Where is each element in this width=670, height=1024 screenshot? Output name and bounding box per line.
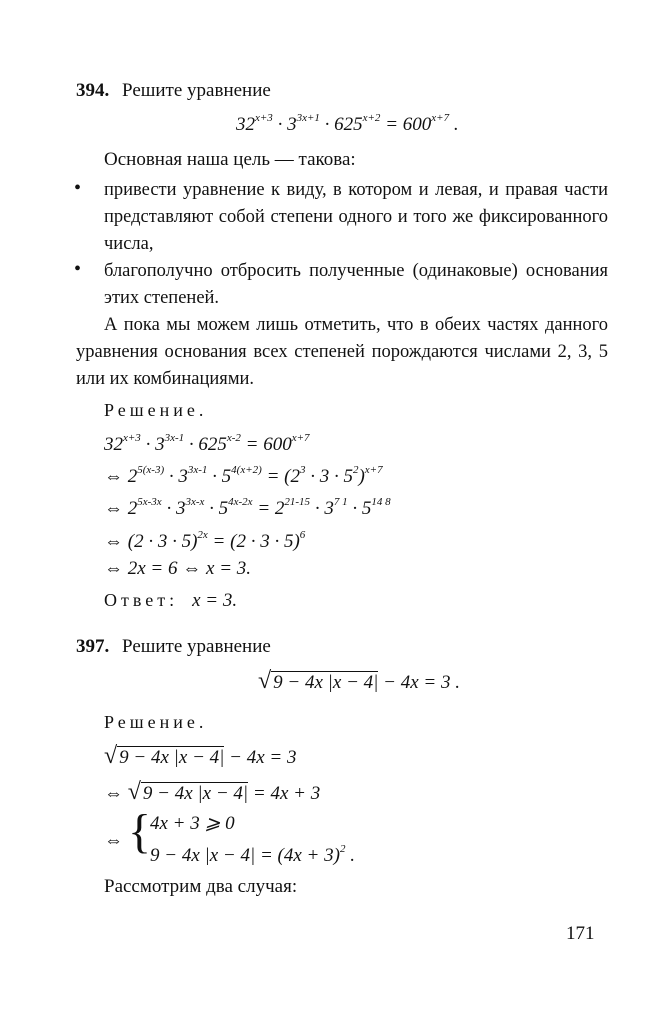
solution-397-line-1: √ 9 − 4x |x − 4| − 4x = 3 bbox=[104, 743, 297, 769]
answer-label: Ответ: bbox=[104, 590, 179, 610]
solution-394-line-5: ⇔ 2x = 6 ⇔ x = 3. bbox=[104, 558, 252, 579]
goal-intro: Основная наша цель — такова: bbox=[104, 149, 356, 170]
cases-intro: Рассмотрим два случая: bbox=[104, 876, 298, 897]
problem-394-prompt: Решите уравнение bbox=[122, 80, 271, 101]
bullet-item-2: благополучно отбросить полученные (одинаковые) основания этих степеней. bbox=[104, 261, 608, 308]
problem-394-header bbox=[76, 80, 271, 102]
solution-heading-394: Решение. bbox=[104, 400, 208, 420]
solution-394-line-2: ⇔ $2^{5(x-3)} \cdot 3^{3x-1} \cdot 5^{4(x+2)} = (2^3 \cdot 3 \cdot 5^2)^{x+7}$ bbox=[104, 464, 383, 487]
problem-397-prompt: Решите уравнение bbox=[122, 636, 271, 657]
equation-394-a: $32^{x+3} \cdot 3^{3x+1} \cdot 625^{x+2} = 600^{x+7}$ . bbox=[236, 112, 459, 135]
solution-394-line-3: ⇔ $2^{5x-3x} \cdot 3^{3x-x} \cdot 5^{4x-2x} = 2^{21-15} \cdot 3^{7 1} \cdot 5^{14 8}$ bbox=[104, 496, 391, 519]
problem-394-number: 394. bbox=[76, 80, 110, 101]
problem-394-equation bbox=[236, 112, 459, 136]
bullet-icon: • bbox=[74, 258, 82, 280]
bullet-item-1: привести уравнение к виду, в котором и левая, и правая части представляют собой степени одного и того же фиксированного числа, bbox=[104, 180, 608, 254]
answer-394 bbox=[104, 590, 237, 612]
remark-paragraph: А пока мы можем лишь отметить, что в обеих частях данного уравнения основания всех степеней порождаются числами 2, 3, 5 или их комбинациями. bbox=[76, 315, 608, 389]
solution-394-line-4: ⇔ $(2 \cdot 3 \cdot 5)^{2x} = (2 \cdot 3 \cdot 5)^6$ bbox=[104, 529, 306, 552]
problem-397-number: 397. bbox=[76, 636, 110, 657]
solution-heading-397: Решение. bbox=[104, 712, 208, 732]
answer-value: x = 3. bbox=[192, 590, 238, 611]
problem-397-equation: √ 9 − 4x |x − 4| − 4x = 3 . bbox=[258, 668, 460, 694]
page-number: 171 bbox=[566, 923, 595, 944]
solution-397-line-2: ⇔ √ 9 − 4x |x − 4| = 4x + 3 bbox=[104, 779, 321, 805]
bullet-icon: • bbox=[74, 177, 82, 199]
problem-397-header bbox=[76, 636, 271, 658]
solution-394-line-1: $32^{x+3} \cdot 3^{3x-1} \cdot 625^{x-2} = 600^{x+7}$ bbox=[104, 432, 310, 455]
